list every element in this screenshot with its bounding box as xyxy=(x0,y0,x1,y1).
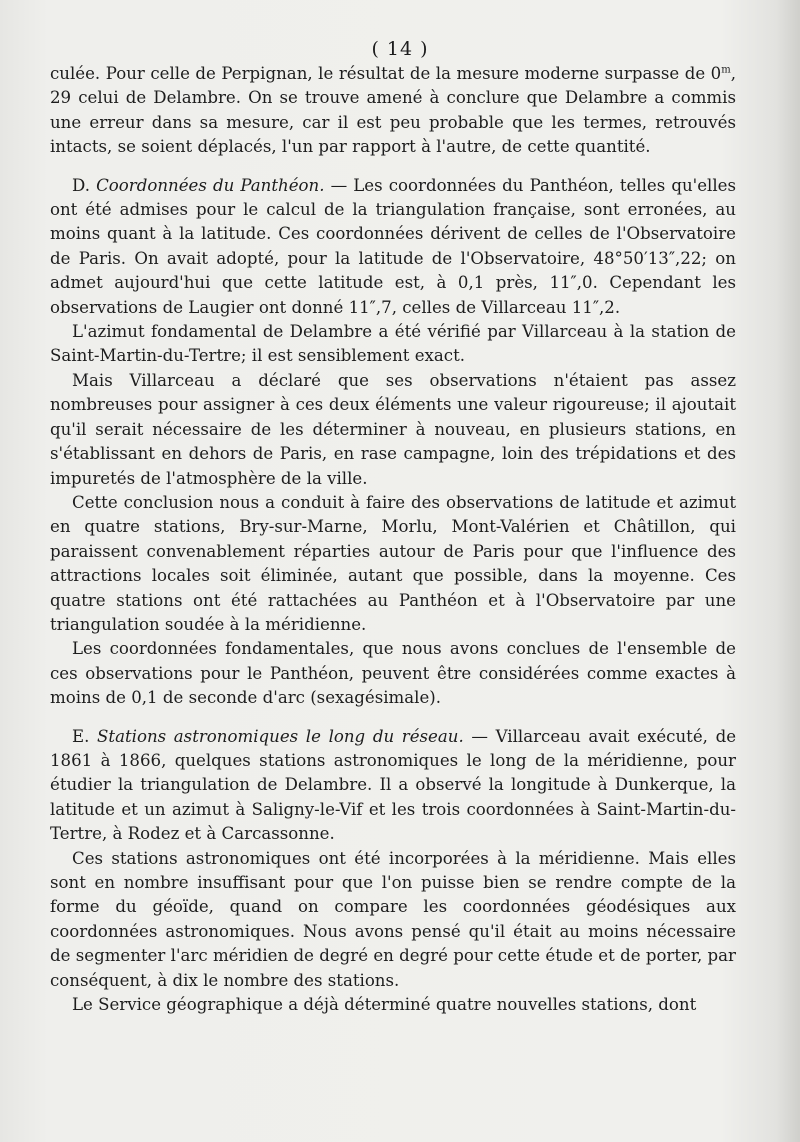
section-label: D. xyxy=(72,175,90,195)
paragraph-conclusion: Cette conclusion nous a conduit à faire des observations de latitude et azimut en quatre stations, Bry-sur-Marne, Morlu, Mont-Valérien et Châtillon, qui paraissent convenablement réparties autour de Paris pour que l'influence des attractions locales soit éliminée, autant que possible, dans la moyenne. Ces quatre stations ont été rattachées au Panthéon et à l'Observatoire par une triangulation soudée à la méridienne. xyxy=(50,492,736,634)
body-text xyxy=(50,62,736,1017)
section-heading: Stations astronomiques le long du réseau. xyxy=(97,726,464,746)
section-d-paragraph: D. Coordonnées du Panthéon. — Les coordonnées du Panthéon, telles qu'elles ont été admises pour le calcul de la triangulation française, sont erronées, au moins quant à la latitude. Ces coordonnées dérivent de celles de l'Observatoire de Paris. On avait adopté, pour la latitude de l'Observatoire, 48°50′13″,22; on admet aujourd'hui que cette latitude est, à 0,1 près, 11″,0. Cependant les observations de Laugier ont donné 11″,7, celles de Villarceau 11″,2. xyxy=(50,175,736,317)
paragraph-stations: Ces stations astronomiques ont été incorporées à la méridienne. Mais elles sont en nombre insuffisant pour que l'on puisse bien se rendre compte de la forme du géoïde, quand on compare les coordonnées géodésiques aux coordonnées astronomiques. Nous avons pensé qu'il était au moins nécessaire de segmenter l'arc méridien de degré en degré pour cette étude et de porter, par conséquent, à dix le nombre des stations. xyxy=(50,848,736,990)
section-heading: Coordonnées du Panthéon. xyxy=(96,175,325,195)
paragraph-coordonnees: Les coordonnées fondamentales, que nous avons conclues de l'ensemble de ces observations pour le Panthéon, peuvent être considérées comme exactes à moins de 0,1 de seconde d'arc (sexagésimale). xyxy=(50,639,736,708)
section-label: E. xyxy=(72,726,90,746)
paragraph-azimut: L'azimut fondamental de Delambre a été vérifié par Villarceau à la station de Saint-Martin-du-Tertre; il est sensiblement exact. xyxy=(50,322,736,366)
paragraph-villarceau: Mais Villarceau a déclaré que ses observations n'étaient pas assez nombreuses pour assigner à ces deux éléments une valeur rigoureuse; il ajoutait qu'il serait nécessaire de les déterminer à nouveau, en plusieurs stations, en s'établissant en dehors de Paris, en rase campagne, loin des trépidations et des impuretés de l'atmosphère de la ville. xyxy=(50,370,736,488)
section-e-paragraph: E. Stations astronomiques le long du réseau. — Villarceau avait exécuté, de 1861 à 1866, quelques stations astronomiques le long de la méridienne, pour étudier la triangulation de Delambre. Il a observé la longitude à Dunkerque, la latitude et un azimut à Saligny-le-Vif et les trois coordonnées à Saint-Martin-du-Tertre, à Rodez et à Carcassonne. xyxy=(50,726,737,844)
paragraph-service: Le Service géographique a déjà déterminé quatre nouvelles stations, dont xyxy=(72,995,697,1015)
paragraph-1: culée. Pour celle de Perpignan, le résultat de la mesure moderne surpasse de 0$^m$, 29 celui de Delambre. On se trouve amené à conclure que Delambre a commis une erreur dans sa mesure, car il est peu probable que les termes, retrouvés intacts, se soient déplacés, l'un par rapport à l'autre, de cette quantité. xyxy=(50,64,736,157)
page-number: ( 14 ) xyxy=(371,38,429,60)
